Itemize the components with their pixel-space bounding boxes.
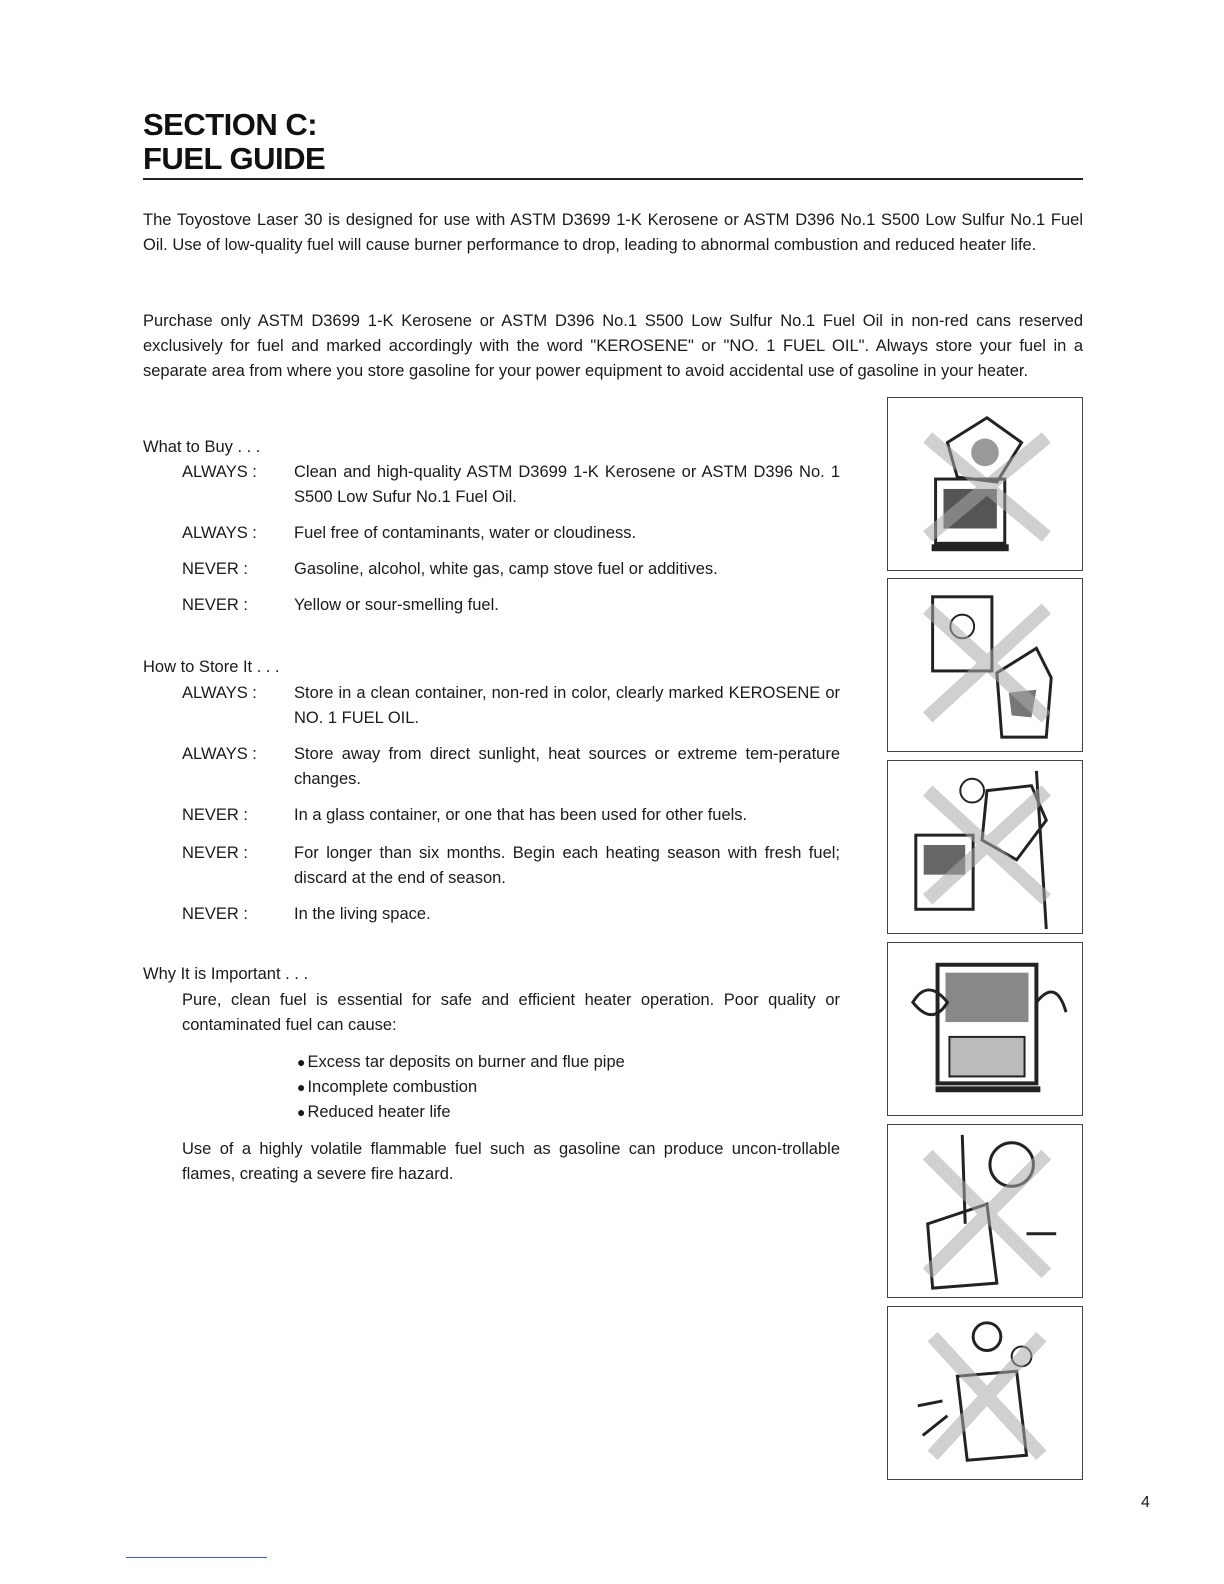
- consequence-list: [297, 1050, 625, 1125]
- section-title-line1: SECTION C:: [143, 107, 318, 142]
- store-item-label: ALWAYS :: [182, 745, 257, 763]
- what-to-buy-heading: What to Buy . . .: [143, 438, 261, 456]
- no-storage-living-space-icon: [887, 1306, 1083, 1480]
- how-to-store-heading: How to Store It . . .: [143, 658, 280, 676]
- buy-item-label: ALWAYS :: [182, 463, 257, 481]
- store-item-label: NEVER :: [182, 844, 249, 862]
- store-item-text: In the living space.: [294, 905, 431, 923]
- bullet-icon: ●: [297, 1054, 306, 1070]
- section-title-line2: FUEL GUIDE: [143, 141, 326, 176]
- store-item-label: ALWAYS :: [182, 684, 257, 702]
- buy-item-text: Clean and high-quality ASTM D3699 1-K Kerosene or ASTM D396 No. 1 S500 Low Sufur No.1 Fuel Oil.: [294, 463, 840, 506]
- list-item: [297, 1050, 625, 1075]
- no-sour-fuel-icon: [887, 578, 1083, 752]
- title-divider: [143, 178, 1083, 180]
- store-item-text: In a glass container, or one that has been used for other fuels.: [294, 806, 748, 824]
- store-item-text: Store away from direct sunlight, heat sources or extreme tem-perature changes.: [294, 745, 840, 788]
- list-item-text: Incomplete combustion: [307, 1078, 478, 1096]
- buy-item-label: NEVER :: [182, 596, 249, 614]
- page-number: 4: [1141, 1494, 1150, 1511]
- list-item: [297, 1075, 625, 1100]
- tar-deposits-icon: [887, 942, 1083, 1116]
- bullet-icon: ●: [297, 1104, 306, 1120]
- buy-item-text: Gasoline, alcohol, white gas, camp stove fuel or additives.: [294, 560, 718, 578]
- buy-item-text: Yellow or sour-smelling fuel.: [294, 596, 499, 614]
- list-item-text: Reduced heater life: [307, 1103, 451, 1121]
- no-glass-container-icon: [887, 760, 1083, 934]
- no-dirty-fuel-icon: [887, 397, 1083, 571]
- store-item-text: For longer than six months. Begin each heating season with fresh fuel; discard at the end of season.: [294, 844, 840, 887]
- why-important-heading: Why It is Important . . .: [143, 965, 309, 983]
- store-item-text: Store in a clean container, non-red in color, clearly marked KEROSENE or NO. 1 FUEL OIL.: [294, 684, 840, 727]
- why-important-paragraph: Pure, clean fuel is essential for safe and efficient heater operation. Poor quality or contaminated fuel can cause:: [182, 991, 840, 1034]
- buy-item-text: Fuel free of contaminants, water or cloudiness.: [294, 524, 637, 542]
- list-item: [297, 1100, 625, 1125]
- buy-item-label: NEVER :: [182, 560, 249, 578]
- store-item-label: NEVER :: [182, 806, 249, 824]
- list-item-text: Excess tar deposits on burner and flue pipe: [307, 1053, 625, 1071]
- no-gasoline-icon: [887, 1124, 1083, 1298]
- fire-hazard-paragraph: Use of a highly volatile flammable fuel such as gasoline can produce uncon-trollable flames, creating a severe fire hazard.: [182, 1140, 840, 1183]
- bullet-icon: ●: [297, 1079, 306, 1095]
- intro-paragraph-1: The Toyostove Laser 30 is designed for use with ASTM D3699 1-K Kerosene or ASTM D396 No.1 S500 Low Sulfur No.1 Fuel Oil. Use of low-quality fuel will cause burner performance to drop, leading to abnormal combustion and reduced heater life.: [143, 211, 1083, 254]
- section-title: [143, 108, 1083, 176]
- buy-item-label: ALWAYS :: [182, 524, 257, 542]
- store-item-label: NEVER :: [182, 905, 249, 923]
- intro-paragraph-2: Purchase only ASTM D3699 1-K Kerosene or ASTM D396 No.1 S500 Low Sulfur No.1 Fuel Oil in non-red cans reserved exclusively for fuel and marked accordingly with the word "KEROSENE" or "NO. 1 FUEL OIL". Always store your fuel in a separate area from where you store gasoline for your power equipment to avoid accidental use of gasoline in your heater.: [143, 312, 1083, 380]
- footer-link-underline[interactable]: [126, 1557, 267, 1558]
